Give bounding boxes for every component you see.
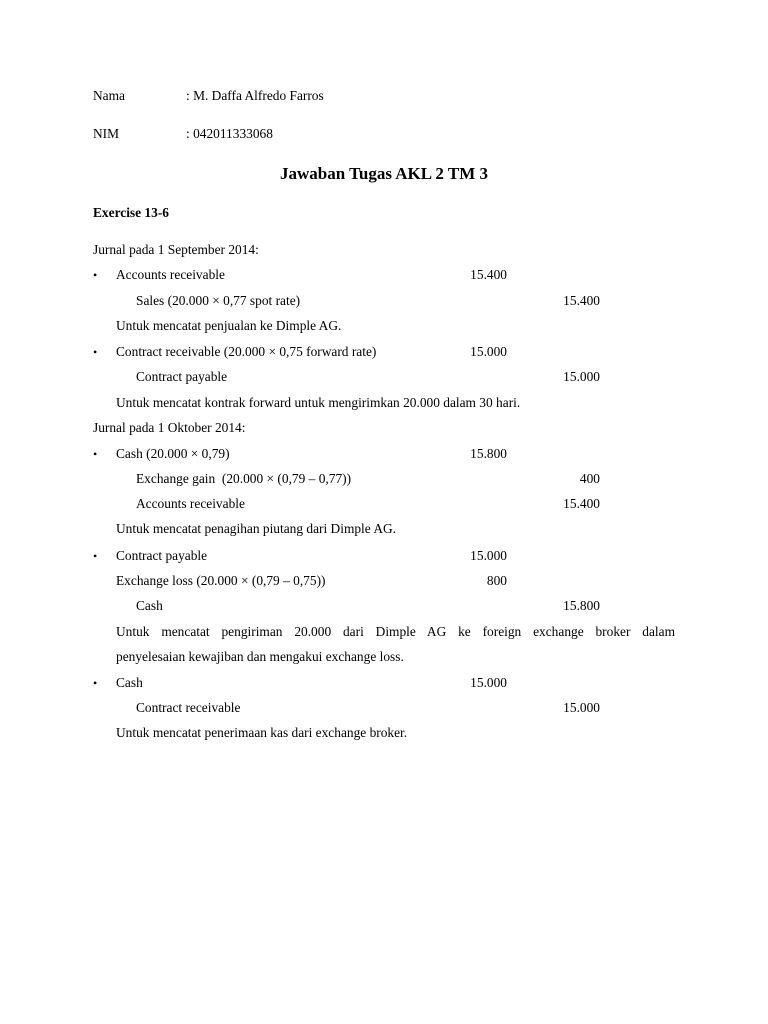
entry-description: Untuk mencatat penagihan piutang dari Dimple AG.	[116, 521, 397, 536]
credit-amount: 15.400	[563, 293, 600, 308]
debit-amount: 15.000	[470, 548, 507, 563]
bullet-marker: •	[93, 268, 98, 282]
exercise-heading: Exercise 13-6	[93, 205, 169, 220]
bullet-marker: •	[93, 447, 98, 461]
entry-description: Untuk mencatat penjualan ke Dimple AG.	[116, 318, 342, 333]
credit-amount: 15.000	[563, 369, 600, 384]
credit-account: Contract payable	[136, 369, 228, 384]
credit-amount: 15.000	[563, 700, 600, 715]
name-value: : M. Daffa Alfredo Farros	[186, 88, 324, 103]
journal-heading-oktober: Jurnal pada 1 Oktober 2014:	[93, 420, 246, 435]
bullet-marker: •	[93, 549, 98, 563]
entry-description: Untuk mencatat penerimaan kas dari exchange broker.	[116, 725, 408, 740]
entry-description-continued: penyelesaian kewajiban dan mengakui exchange loss.	[116, 649, 404, 664]
debit-amount: 15.000	[470, 344, 507, 359]
debit-amount: 800	[486, 573, 507, 588]
credit-account: Cash	[136, 598, 163, 613]
credit-amount: 400	[579, 471, 600, 486]
journal-heading-september: Jurnal pada 1 September 2014:	[93, 242, 259, 257]
debit-amount: 15.800	[470, 446, 507, 461]
name-label: Nama	[93, 88, 125, 103]
credit-amount: 15.400	[563, 496, 600, 511]
nim-value: : 042011333068	[186, 126, 273, 141]
nim-label: NIM	[93, 126, 120, 141]
debit-account: Accounts receivable	[116, 267, 225, 282]
bullet-marker: •	[93, 345, 98, 359]
debit-account: Exchange loss (20.000 × (0,79 – 0,75))	[116, 573, 326, 588]
entry-description: Untuk mencatat pengiriman 20.000 dari Dimple AG ke foreign exchange broker dalam	[116, 624, 675, 639]
debit-amount: 15.000	[470, 675, 507, 690]
debit-account: Cash	[116, 675, 143, 690]
debit-account: Cash (20.000 × 0,79)	[116, 446, 230, 461]
credit-account: Accounts receivable	[136, 496, 245, 511]
page-title: Jawaban Tugas AKL 2 TM 3	[279, 164, 489, 183]
credit-account: Exchange gain (20.000 × (0,79 – 0,77))	[136, 471, 352, 486]
debit-account: Contract receivable (20.000 × 0,75 forward rate)	[116, 344, 377, 359]
credit-account: Contract receivable	[136, 700, 241, 715]
credit-account: Sales (20.000 × 0,77 spot rate)	[136, 293, 301, 308]
entry-description: Untuk mencatat kontrak forward untuk mengirimkan 20.000 dalam 30 hari.	[116, 395, 521, 410]
debit-account: Contract payable	[116, 548, 208, 563]
bullet-marker: •	[93, 676, 98, 690]
credit-amount: 15.800	[563, 598, 600, 613]
debit-amount: 15.400	[470, 267, 507, 282]
